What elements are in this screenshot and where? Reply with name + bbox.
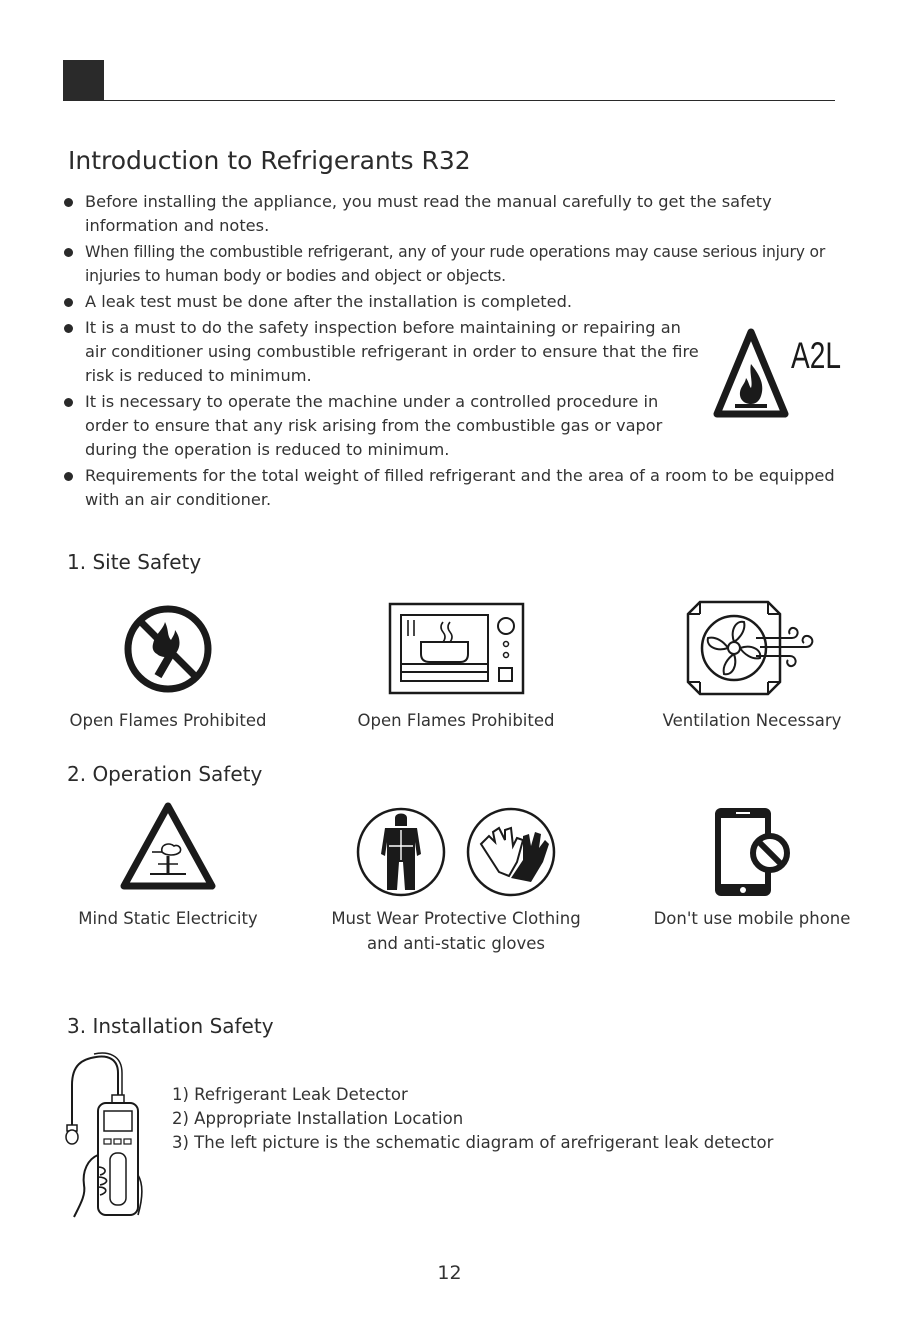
caption-anti-static-gloves: and anti-static gloves bbox=[366, 934, 546, 953]
ventilation-fan-icon bbox=[686, 600, 818, 696]
operation-safety-heading: 2. Operation Safety bbox=[67, 762, 263, 786]
caption-no-mobile-phone: Don't use mobile phone bbox=[653, 909, 851, 928]
bullet-item: When filling the combustible refrigerant, any of your rude operations may cause serious injury or injuries to human body or bodies and object or objects. bbox=[63, 240, 843, 288]
bullet-item: Before installing the appliance, you must read the manual carefully to get the safety information and notes. bbox=[63, 190, 843, 238]
page-number: 12 bbox=[437, 1262, 462, 1284]
caption-open-flames-2: Open Flames Prohibited bbox=[357, 711, 555, 730]
page-title: Introduction to Refrigerants R32 bbox=[68, 146, 471, 175]
header-rule bbox=[104, 100, 835, 101]
protective-clothing-icon bbox=[355, 806, 447, 898]
bullet-item: A leak test must be done after the installation is completed. bbox=[63, 290, 843, 314]
bullet-item: Requirements for the total weight of filled refrigerant and the area of a room to be equipped with an air conditioner. bbox=[63, 464, 843, 512]
installation-safety-heading: 3. Installation Safety bbox=[67, 1014, 274, 1038]
leak-detector-icon bbox=[60, 1055, 145, 1220]
caption-ventilation: Ventilation Necessary bbox=[662, 711, 842, 730]
microwave-icon bbox=[388, 602, 525, 695]
a2l-label: A2L bbox=[791, 335, 841, 376]
no-mobile-phone-icon bbox=[712, 806, 792, 898]
installation-list bbox=[172, 1083, 773, 1155]
flammable-warning-icon bbox=[713, 328, 843, 420]
installation-item: 3) The left picture is the schematic diagram of arefrigerant leak detector bbox=[172, 1133, 774, 1152]
caption-static-electricity: Mind Static Electricity bbox=[78, 909, 258, 928]
installation-item: 2) Appropriate Installation Location bbox=[172, 1109, 464, 1128]
caption-open-flames-1: Open Flames Prohibited bbox=[69, 711, 267, 730]
installation-item: 1) Refrigerant Leak Detector bbox=[172, 1085, 408, 1104]
anti-static-gloves-icon bbox=[465, 806, 557, 898]
caption-protective-clothing: Must Wear Protective Clothing bbox=[331, 909, 581, 928]
no-open-flame-icon bbox=[123, 604, 213, 694]
static-electricity-warning-icon bbox=[118, 800, 218, 893]
header-block bbox=[63, 60, 104, 101]
bullet-item: It is a must to do the safety inspection before maintaining or repairing an air conditioner using combustible refrigerant in order to ensure that the fire risk is reduced to minimum. bbox=[63, 316, 705, 388]
bullet-item: It is necessary to operate the machine under a controlled procedure in order to ensure that any risk arising from the combustible gas or vapor during the operation is reduced to minimum. bbox=[63, 390, 705, 462]
site-safety-heading: 1. Site Safety bbox=[67, 550, 202, 574]
